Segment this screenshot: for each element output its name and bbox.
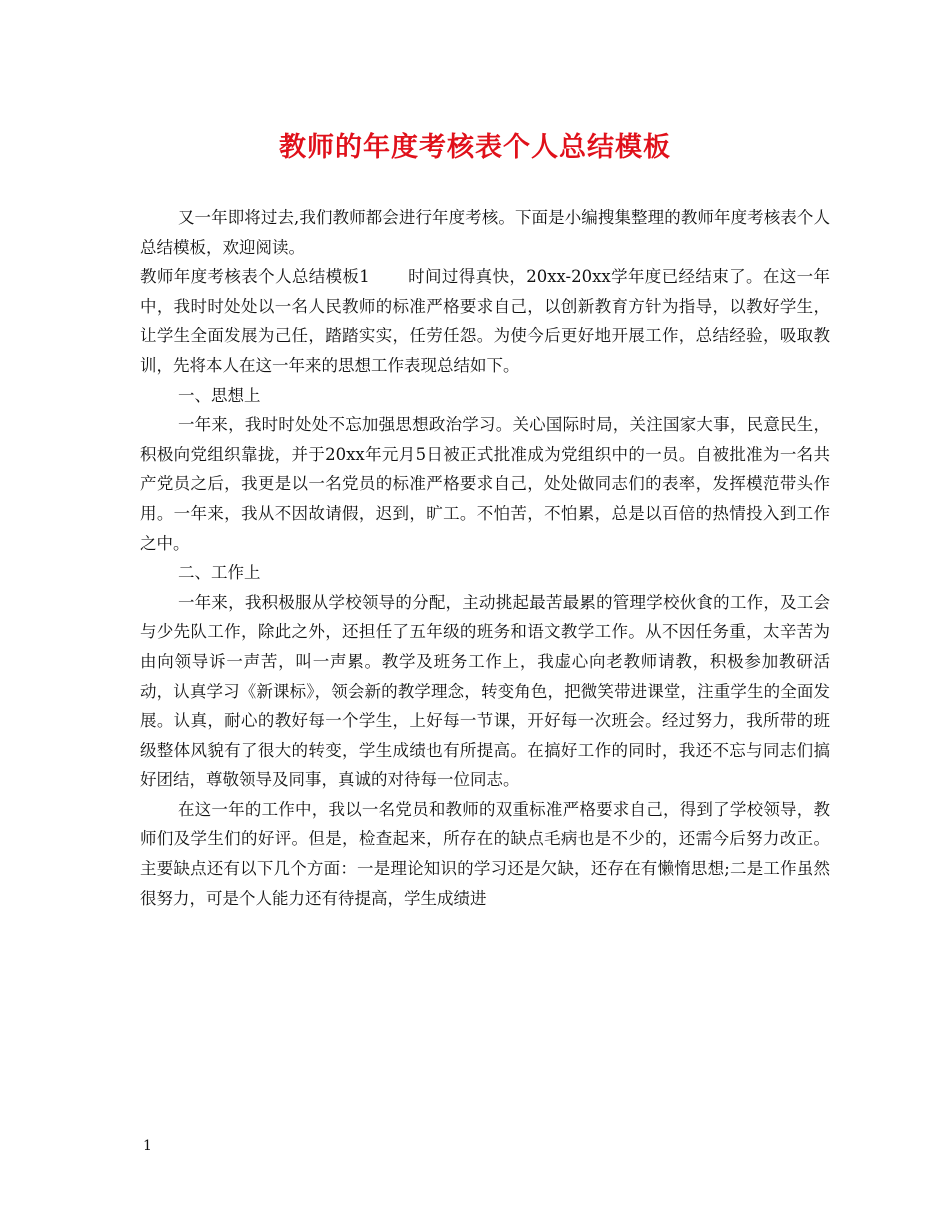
section-heading-work: 二、工作上 bbox=[177, 563, 261, 583]
document-title: 教师的年度考核表个人总结模板 bbox=[279, 132, 671, 163]
template-paragraph bbox=[140, 262, 830, 380]
section-body-thought: 一年来，我时时处处不忘加强思想政治学习。关心国际时局，关注国家大事，民意民生，积极向党组织靠拢，并于20xx年元月5日被正式批准成为党组织中的一员。自被批准为一名共产党员之后，我更是以一名党员的标准严格要求自己，处处做同志们的表率，发挥模范带头作用。一年来，我从不因故请假，迟到，旷工。不怕苦，不怕累，总是以百倍的热情投入到工作之中。 bbox=[140, 415, 830, 553]
page-number: 1 bbox=[143, 1138, 152, 1154]
template-label: 教师年度考核表个人总结模板1 bbox=[140, 267, 370, 287]
section-heading-thought: 一、思想上 bbox=[177, 385, 261, 405]
section-body-work: 一年来，我积极服从学校领导的分配，主动挑起最苦最累的管理学校伙食的工作，及工会与少先队工作，除此之外，还担任了五年级的班务和语文教学工作。从不因任务重，太辛苦为由向领导诉一声苦，叫一声累。教学及班务工作上，我虚心向老教师请教，积极参加教研活动，认真学习《新课标》，领会新的教学理念，转变角色，把微笑带进课堂，注重学生的全面发展。认真，耐心的教好每一个学生，上好每一节课，开好每一次班会。经过努力，我所带的班级整体风貌有了很大的转变，学生成绩也有所提高。在搞好工作的同时，我还不忘与同志们搞好团结，尊敬领导及同事，真诚的对待每一位同志。 bbox=[140, 592, 830, 790]
document-body bbox=[140, 203, 830, 913]
opening-text: 时间过得真快，20xx-20xx学年度已经结束了。在这一年中，我时时处处以一名人民教师的标准严格要求自己，以创新教育方针为指导，以教好学生，让学生全面发展为己任，踏踏实实，任劳任怨。为使今后更好地开展工作，总结经验，吸取教训，先将本人在这一年来的思想工作表现总结如下。 bbox=[140, 267, 831, 375]
closing-paragraph: 在这一年的工作中，我以一名党员和教师的双重标准严格要求自己，得到了学校领导，教师们及学生们的好评。但是，检查起来，所存在的缺点毛病也是不少的，还需今后努力改正。主要缺点还有以下几个方面：一是理论知识的学习还是欠缺，还存在有懒惰思想;二是工作虽然很努力，可是个人能力还有待提高，学生成绩进 bbox=[140, 799, 830, 908]
intro-paragraph: 又一年即将过去,我们教师都会进行年度考核。下面是小编搜集整理的教师年度考核表个人总结模板，欢迎阅读。 bbox=[140, 208, 830, 257]
